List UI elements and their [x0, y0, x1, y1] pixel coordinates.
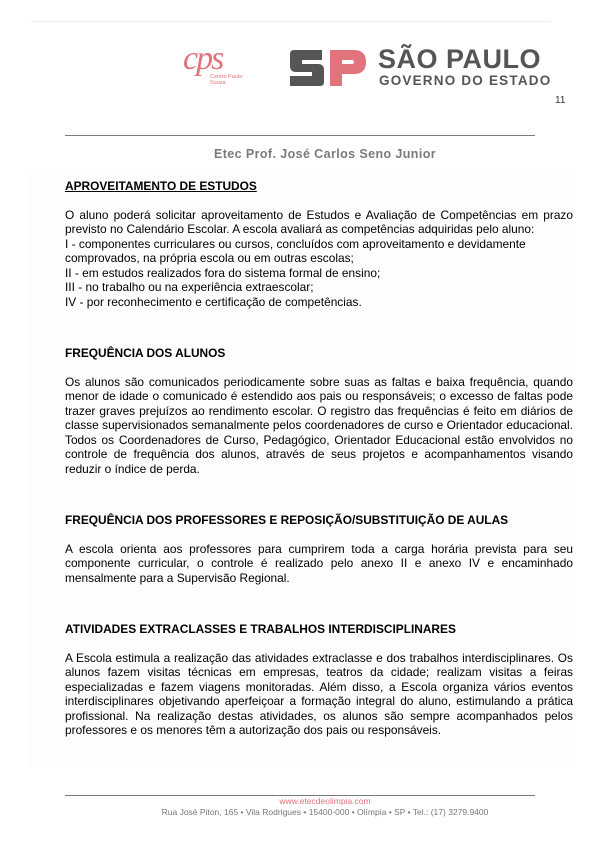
- list-item: I - componentes curriculares ou cursos, concluídos com aproveitamento e devidamente comprovados, na própria escola ou em outras escolas;: [65, 236, 526, 265]
- sp-state-logo-icon: [288, 48, 368, 88]
- document-body: [28, 170, 574, 768]
- school-name: Etec Prof. José Carlos Seno Junior: [214, 147, 436, 161]
- page-header: [0, 0, 599, 140]
- gov-title: SÃO PAULO: [378, 44, 542, 74]
- footer-address: Rua José Piton, 165 • Vila Rodrigues • 15400-000 • Olímpia • SP • Tel.: (17) 3279.9400: [161, 807, 489, 817]
- list-item: II - em estudos realizados fora do sistema formal de ensino;: [65, 265, 381, 280]
- list-item: IV - por reconhecimento e certificação de competências.: [65, 294, 362, 309]
- section-paragraph: O aluno poderá solicitar aproveitamento de Estudos e Avaliação de Competências em prazo previsto no Calendário Escolar. A escola avaliará as competências adquiridas pelo aluno:: [65, 207, 573, 236]
- cps-logo-subtitle: Centro Paula Souza: [210, 74, 243, 86]
- gov-subtitle: GOVERNO DO ESTADO: [379, 73, 552, 88]
- section-paragraph: A Escola estimula a realização das atividades extraclasse e dos trabalhos interdisciplinares. Os alunos fazem visitas técnicas em empresas, teatros da cidade; realizam visitas a feiras especializadas e fazem viagens monitoradas. Além disso, a Escola organiza vários eventos interdisciplinares objetivando aperfeiçoar a formação integral do aluno, estimulando a prática profissional. Na realização destas atividades, os alunos são sempre acompanhados pelos professores e os menores têm a autorização dos pais ou responsáveis.: [65, 650, 573, 737]
- section-paragraph: A escola orienta aos professores para cumprirem toda a carga horária prevista para seu componente curricular, o controle é realizado pelo anexo II e anexo IV e encaminhado mensalmente para a Supervisão Regional.: [65, 541, 573, 585]
- section-title-frequencia-professores: FREQUÊNCIA DOS PROFESSORES E REPOSIÇÃO/SUBSTITUIÇÃO DE AULAS: [65, 513, 509, 527]
- section-title-aproveitamento: APROVEITAMENTO DE ESTUDOS: [65, 179, 257, 193]
- footer-url-link[interactable]: www.etecdeolimpia.com: [279, 796, 371, 806]
- list-item: III - no trabalho ou na experiência extraescolar;: [65, 280, 314, 294]
- section-paragraph: Os alunos são comunicados periodicamente sobre suas as faltas e baixa frequência, quando menor de idade o comunicado é estendido aos pais ou responsáveis; o excesso de faltas pode trazer graves prejuízos ao rendimento escolar. O registro das frequências é feito em diários de classe supervisionados semanalmente pelos coordenadores de curso e Orientador educacional. Todos os Coordenadores de Curso, Pedagógico, Orientador Educacional estão envolvidos no controle de frequência dos alunos, através de seus projetos e acompanhamentos visando reduzir o índice de perda.: [65, 374, 573, 476]
- header-rule: [65, 135, 535, 136]
- section-title-atividades: ATIVIDADES EXTRACLASSES E TRABALHOS INTERDISCIPLINARES: [65, 622, 456, 636]
- cps-logo-letters: cps: [183, 40, 223, 77]
- section-title-frequencia-alunos: FREQUÊNCIA DOS ALUNOS: [65, 346, 226, 360]
- cps-logo: [183, 40, 251, 90]
- page-number: 11: [555, 95, 566, 106]
